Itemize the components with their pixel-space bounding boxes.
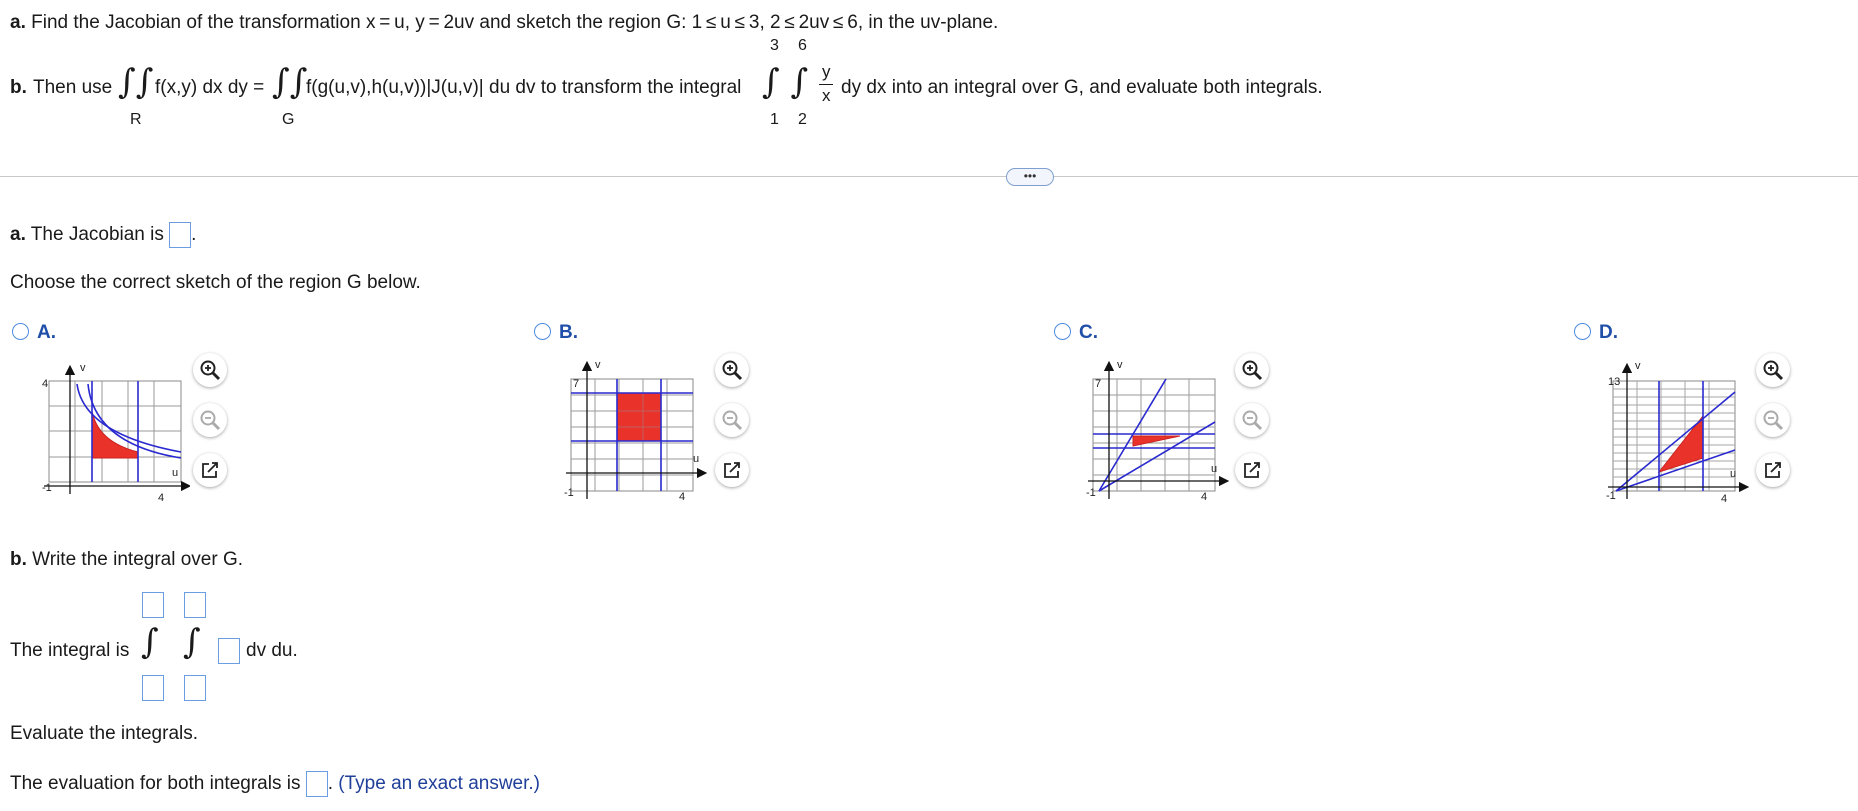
graph-a-v-label: v bbox=[80, 362, 86, 374]
graph-d-umax: 4 bbox=[1721, 493, 1728, 504]
section-divider bbox=[0, 176, 1858, 177]
jacobian-input[interactable] bbox=[169, 222, 191, 248]
inner-lower-limit-input[interactable] bbox=[184, 675, 206, 701]
zoom-in-icon bbox=[199, 359, 221, 381]
zoom-in-icon bbox=[721, 359, 743, 381]
graph-a-umax: 4 bbox=[158, 492, 165, 504]
option-b-radio[interactable] bbox=[534, 323, 551, 340]
option-a-open-button[interactable] bbox=[193, 453, 227, 487]
graph-d bbox=[1604, 354, 1754, 504]
more-button[interactable]: ••• bbox=[1006, 168, 1054, 186]
jacobian-line: a. The Jacobian is . bbox=[10, 222, 196, 248]
iterated-integral-sign: ∫ ∫ bbox=[762, 62, 809, 102]
graph-a-umin: -1 bbox=[42, 482, 52, 494]
graph-d-vmax: 13 bbox=[1608, 376, 1621, 388]
evaluation-line: The evaluation for both integrals is . (Type an exact answer.) bbox=[10, 771, 540, 797]
graph-b-v-label: v bbox=[595, 359, 601, 371]
open-new-window-icon bbox=[1763, 460, 1783, 480]
outer-lower-limit-input[interactable] bbox=[142, 675, 164, 701]
graph-b-region bbox=[617, 393, 661, 441]
option-b-zoom-in-button[interactable] bbox=[715, 353, 749, 387]
option-b[interactable]: B. bbox=[534, 322, 578, 344]
graph-b-umin: -1 bbox=[564, 487, 574, 499]
option-b-open-button[interactable] bbox=[715, 453, 749, 487]
graph-a-vmax: 4 bbox=[42, 378, 49, 390]
zoom-out-icon bbox=[199, 409, 221, 431]
graph-c-umin: -1 bbox=[1086, 487, 1096, 499]
double-integral-sign-1: ∫∫ bbox=[118, 62, 154, 102]
fraction-denominator: x bbox=[822, 86, 831, 105]
graph-b bbox=[562, 354, 712, 504]
open-new-window-icon bbox=[200, 460, 220, 480]
part-b-title: b. Write the integral over G. bbox=[10, 549, 244, 570]
option-c-open-button[interactable] bbox=[1235, 453, 1269, 487]
option-a-zoom-in-button[interactable] bbox=[193, 353, 227, 387]
option-d[interactable]: D. bbox=[1574, 322, 1618, 344]
option-b-zoom-out-button[interactable] bbox=[715, 403, 749, 437]
graph-d-umin: -1 bbox=[1606, 490, 1616, 502]
option-a[interactable]: A. bbox=[12, 322, 56, 344]
zoom-out-icon bbox=[1241, 409, 1263, 431]
outer-upper-limit-input[interactable] bbox=[142, 592, 164, 618]
outer-integral-sign: ∫ bbox=[141, 622, 159, 662]
option-d-zoom-out-button[interactable] bbox=[1756, 403, 1790, 437]
graph-c-v-label: v bbox=[1117, 359, 1123, 371]
graph-c-plot-area bbox=[1093, 379, 1218, 491]
zoom-out-icon bbox=[1762, 409, 1784, 431]
fraction-numerator: y bbox=[822, 62, 831, 81]
inner-integral-sign: ∫ bbox=[183, 622, 201, 662]
graph-a-u-label: u bbox=[172, 467, 179, 479]
graph-b-u-label: u bbox=[693, 453, 700, 465]
evaluation-input[interactable] bbox=[306, 771, 328, 797]
graph-b-vmax: 7 bbox=[573, 378, 580, 390]
option-d-radio[interactable] bbox=[1574, 323, 1591, 340]
open-new-window-icon bbox=[1242, 460, 1262, 480]
option-d-open-button[interactable] bbox=[1756, 453, 1790, 487]
graph-c-u-label: u bbox=[1211, 463, 1218, 475]
option-a-radio[interactable] bbox=[12, 323, 29, 340]
zoom-in-icon bbox=[1241, 359, 1263, 381]
zoom-in-icon bbox=[1762, 359, 1784, 381]
exact-answer-hint: (Type an exact answer.) bbox=[338, 773, 541, 795]
graph-b-umax: 4 bbox=[679, 491, 686, 503]
open-new-window-icon bbox=[722, 460, 742, 480]
graph-c-vmax: 7 bbox=[1095, 378, 1102, 390]
graph-d-u-label: u bbox=[1730, 468, 1737, 480]
fraction-bar bbox=[819, 84, 833, 85]
choose-instruction: Choose the correct sketch of the region G below. bbox=[10, 272, 421, 293]
inner-upper-limit-input[interactable] bbox=[184, 592, 206, 618]
graph-c bbox=[1084, 354, 1234, 504]
zoom-out-icon bbox=[721, 409, 743, 431]
double-integral-sign-2: ∫∫ bbox=[272, 62, 308, 102]
graph-d-v-label: v bbox=[1635, 360, 1641, 372]
option-c-zoom-in-button[interactable] bbox=[1235, 353, 1269, 387]
evaluate-instruction: Evaluate the integrals. bbox=[10, 723, 199, 744]
graph-a bbox=[40, 354, 190, 504]
integrand-input[interactable] bbox=[218, 638, 240, 664]
option-c[interactable]: C. bbox=[1054, 322, 1098, 344]
option-a-zoom-out-button[interactable] bbox=[193, 403, 227, 437]
option-c-radio[interactable] bbox=[1054, 323, 1071, 340]
question-part-a: a. Find the Jacobian of the transformation x = u, y = 2uv and sketch the region G: 1 ≤ u ≤ 3, 2 ≤ 2uv ≤ 6, in the uv-plane. bbox=[10, 12, 999, 33]
option-d-zoom-in-button[interactable] bbox=[1756, 353, 1790, 387]
option-c-zoom-out-button[interactable] bbox=[1235, 403, 1269, 437]
graph-c-umax: 4 bbox=[1201, 491, 1208, 503]
